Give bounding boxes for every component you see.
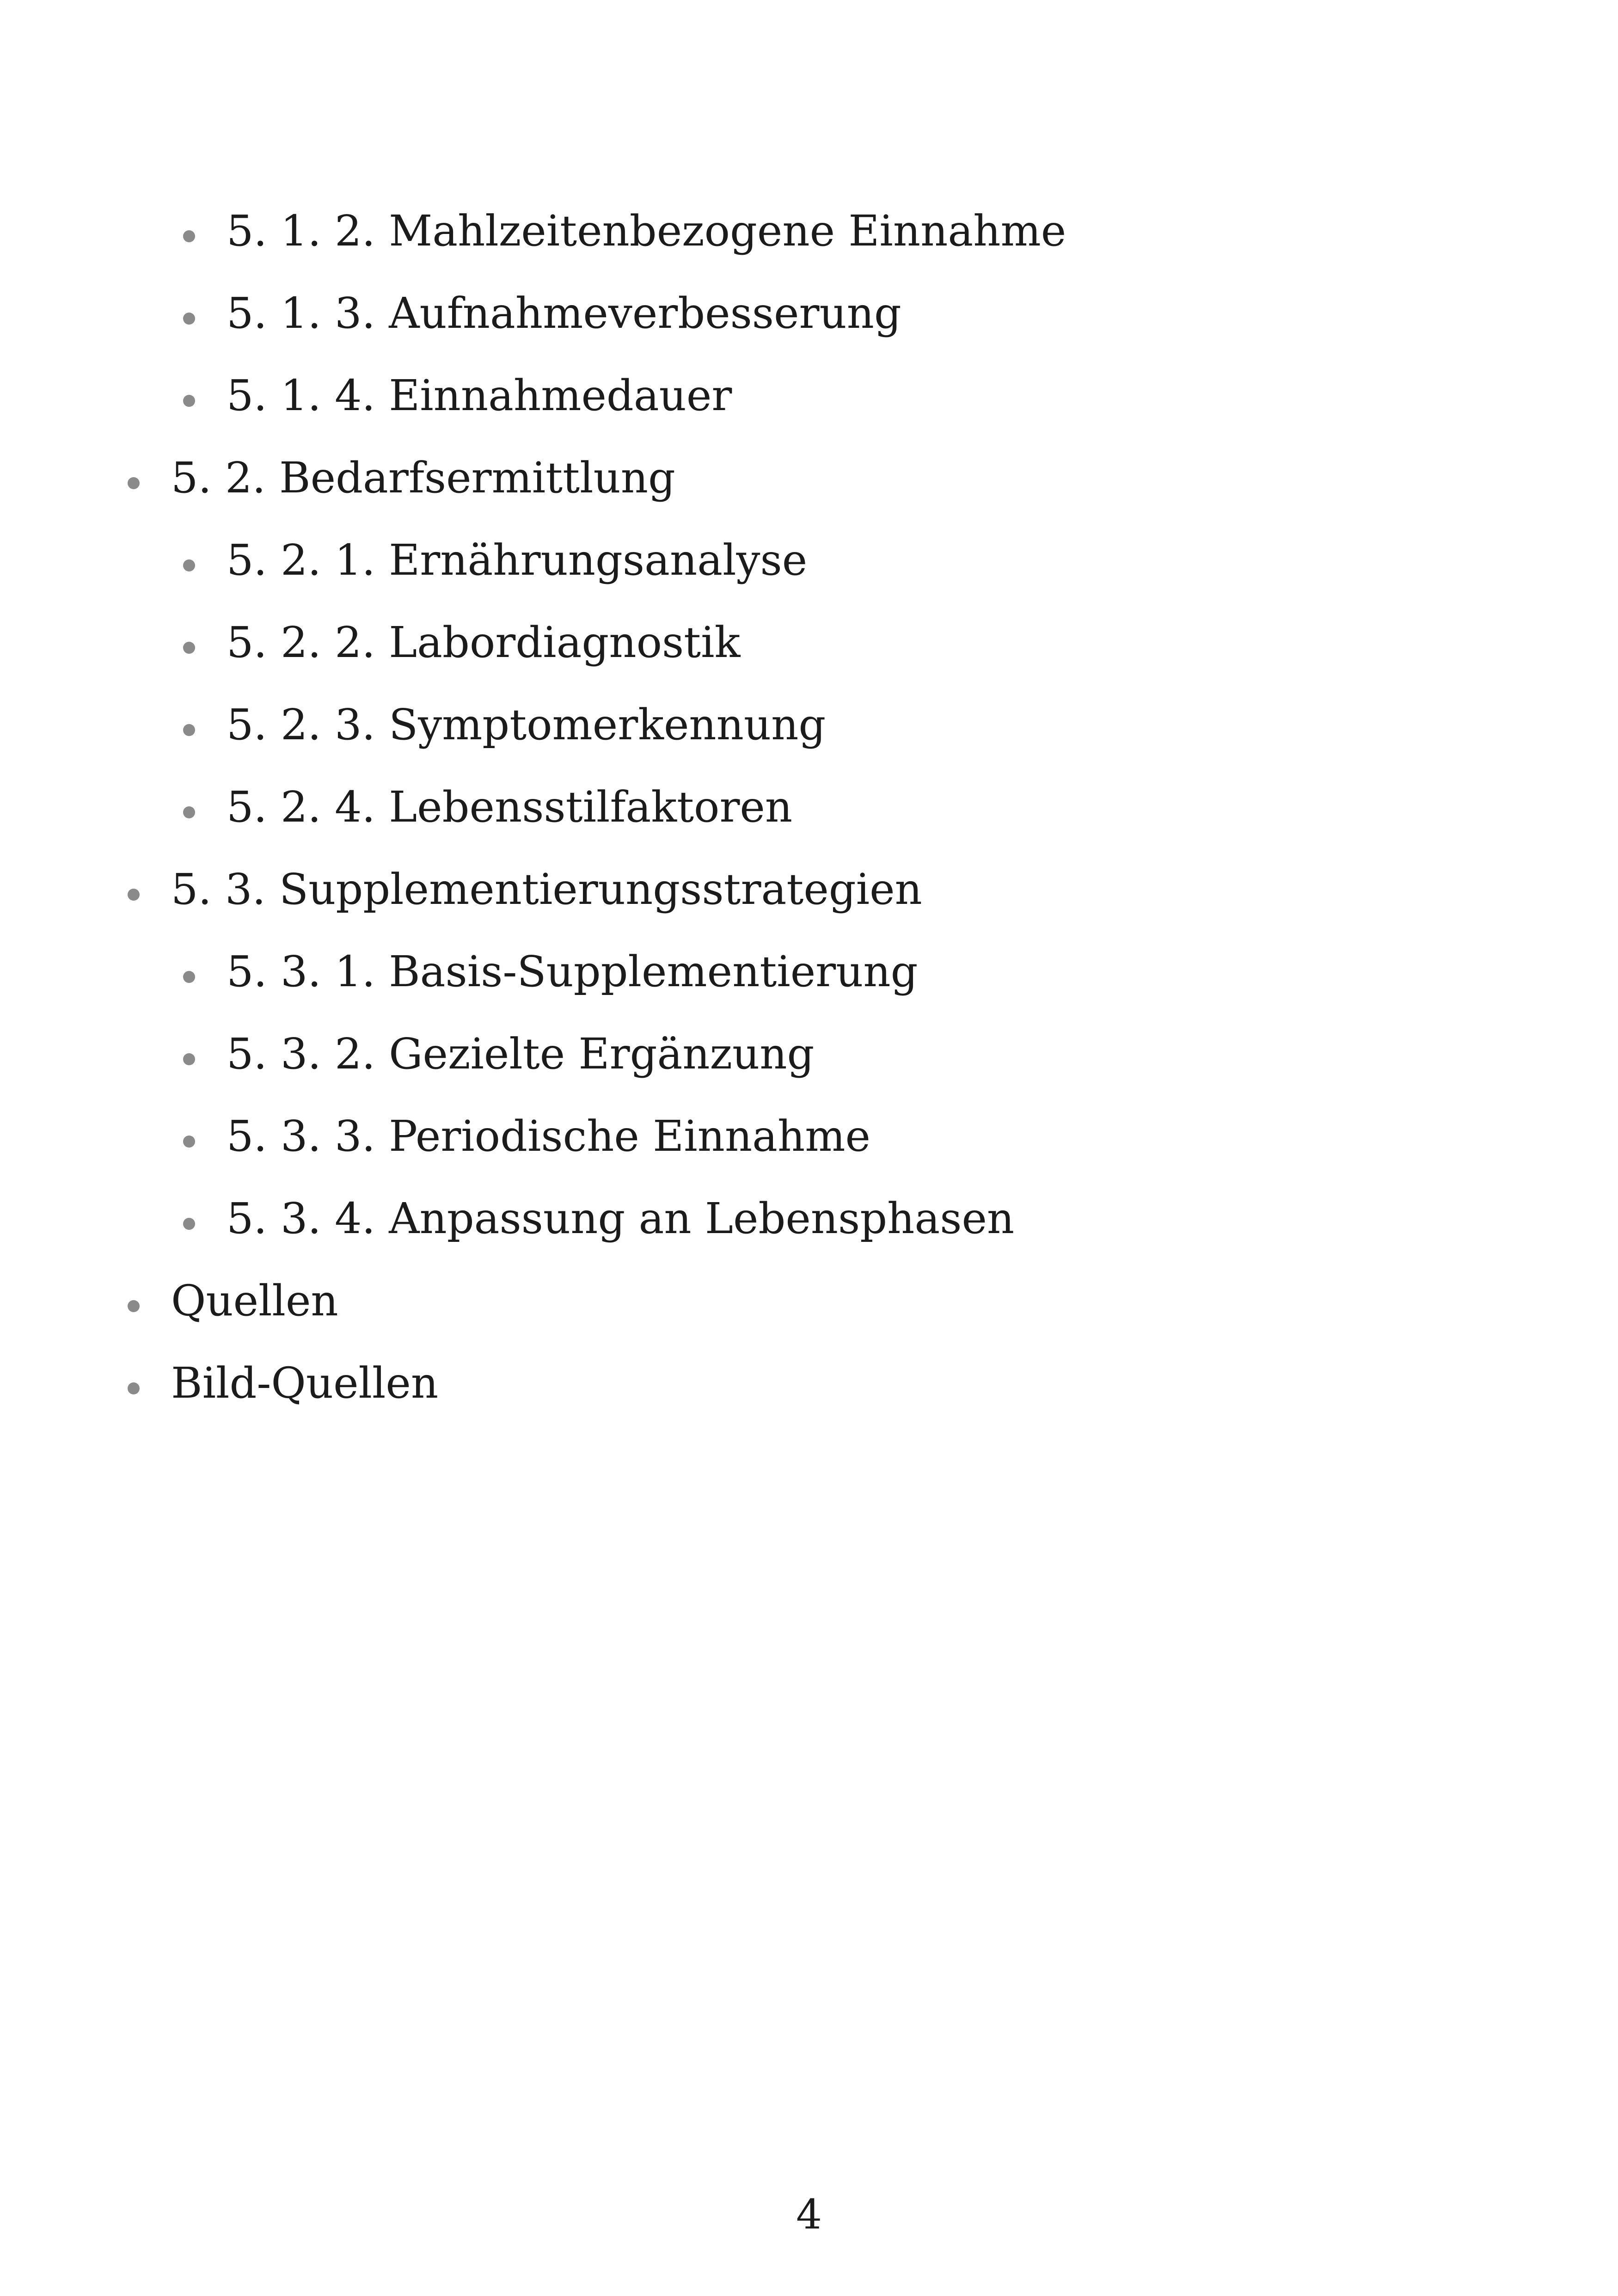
toc-item-label: 5. 3. 4. Anpassung an Lebensphasen: [227, 1194, 1015, 1243]
bullet-icon: [183, 395, 195, 407]
page-number: 4: [796, 2191, 822, 2238]
bullet-icon: [183, 559, 195, 571]
bullet-icon: [183, 971, 195, 983]
toc-item-label: 5. 3. 2. Gezielte Ergänzung: [227, 1029, 815, 1079]
bullet-icon: [183, 1136, 195, 1148]
bullet-icon: [128, 1300, 140, 1312]
bullet-icon: [183, 1218, 195, 1230]
bullet-icon: [183, 1053, 195, 1065]
toc-item-label: 5. 3. 1. Basis-Supplementierung: [227, 947, 918, 996]
bullet-icon: [183, 724, 195, 736]
toc-item-label: 5. 2. 1. Ernährungsanalyse: [227, 535, 808, 585]
toc-item-label: Quellen: [171, 1276, 338, 1326]
bullet-icon: [183, 642, 195, 654]
toc-item-label: 5. 1. 4. Einnahmedauer: [227, 371, 732, 420]
toc-item-label: 5. 2. 4. Lebensstilfaktoren: [227, 782, 793, 832]
bullet-icon: [128, 889, 140, 901]
bullet-icon: [128, 477, 140, 489]
toc-item-label: 5. 1. 3. Aufnahmeverbesserung: [227, 289, 901, 338]
toc-item-label: Bild-Quellen: [171, 1358, 439, 1408]
bullet-icon: [183, 230, 195, 242]
bullet-icon: [183, 806, 195, 818]
toc-item-label: 5. 3. 3. Periodische Einnahme: [227, 1111, 870, 1161]
toc-item-label: 5. 3. Supplementierungsstrategien: [171, 865, 922, 914]
bullet-icon: [128, 1382, 140, 1394]
bullet-icon: [183, 313, 195, 325]
toc-item-label: 5. 1. 2. Mahlzeitenbezogene Einnahme: [227, 206, 1066, 256]
toc-item-label: 5. 2. 3. Symptomerkennung: [227, 700, 826, 749]
toc-item-label: 5. 2. 2. Labordiagnostik: [227, 618, 741, 667]
toc-item-label: 5. 2. Bedarfsermittlung: [171, 453, 675, 503]
